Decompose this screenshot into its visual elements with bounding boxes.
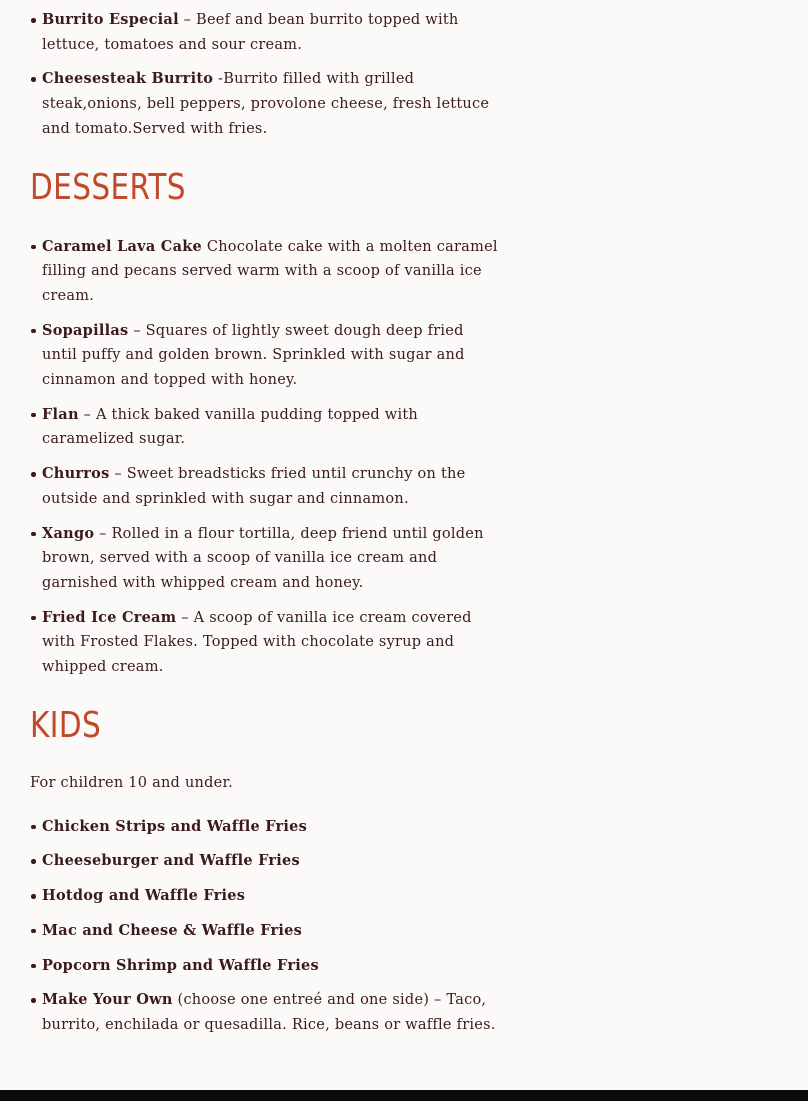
menu-item xyxy=(42,815,500,840)
menu-item-name: Make Your Own xyxy=(42,991,173,1009)
menu-item xyxy=(42,606,500,680)
menu-item-name: Mac and Cheese & Waffle Fries xyxy=(42,921,303,939)
menu-item-name: Xango xyxy=(42,524,95,542)
menu-item-name: Burrito Especial xyxy=(42,11,179,28)
kids-age-note: For children 10 and under. xyxy=(30,774,233,791)
kids-heading: KIDS xyxy=(30,704,102,746)
menu-item xyxy=(42,849,500,874)
menu-item-name: Caramel Lava Cake xyxy=(42,237,203,255)
menu-item xyxy=(42,235,500,309)
menu-item-description: – Squares of lightly sweet dough deep fried until puffy and golden brown. Sprinkled with sugar and cinnamon and topped with honey. xyxy=(42,322,465,389)
menu-item-description: (choose one entreé and one side) – Taco, burrito, enchilada or quesadilla. Rice, beans or waffle fries. xyxy=(42,992,496,1033)
desserts-list xyxy=(30,235,500,680)
menu-item-description: -Burrito filled with grilled steak,onions, bell peppers, provolone cheese, fresh lettuce and tomato.Served with fries. xyxy=(42,71,490,137)
menu-item xyxy=(42,988,500,1037)
menu-item-name: Churros xyxy=(42,465,110,483)
menu-item-description: – Beef and bean burrito topped with lettuce, tomatoes and sour cream. xyxy=(42,12,459,53)
menu-item xyxy=(42,522,500,596)
menu-item-name: Cheeseburger and Waffle Fries xyxy=(42,852,300,870)
menu-item-name: Fried Ice Cream xyxy=(42,608,177,626)
menu-item xyxy=(42,319,500,393)
menu-item xyxy=(42,8,500,57)
menu-item-name: Hotdog and Waffle Fries xyxy=(42,887,246,905)
menu-item-name: Cheesesteak Burrito xyxy=(42,70,214,88)
menu-item-name: Sopapillas xyxy=(42,321,129,339)
menu-item-description: – Sweet breadsticks fried until crunchy on the outside and sprinkled with sugar and cinnamon. xyxy=(42,466,466,507)
menu-content xyxy=(30,0,500,1048)
menu-item xyxy=(42,67,500,141)
menu-item-name: Chicken Strips and Waffle Fries xyxy=(42,817,308,835)
desserts-heading: DESSERTS xyxy=(30,166,186,208)
menu-item-name: Flan xyxy=(42,405,79,423)
footer-bar xyxy=(0,1090,808,1101)
menu-item xyxy=(42,403,500,452)
menu-item xyxy=(42,884,500,909)
menu-item-description: – A scoop of vanilla ice cream covered with Frosted Flakes. Topped with chocolate syrup and whipped cream. xyxy=(42,609,472,676)
menu-item xyxy=(42,462,500,511)
menu-item-name: Popcorn Shrimp and Waffle Fries xyxy=(42,956,319,974)
top-items-list xyxy=(30,0,500,142)
kids-list xyxy=(30,815,500,1038)
menu-item xyxy=(42,919,500,944)
menu-item-description: – A thick baked vanilla pudding topped with caramelized sugar. xyxy=(42,406,419,448)
menu-item-description: – Rolled in a flour tortilla, deep friend until golden brown, served with a scoop of vanilla ice cream and garnished with whipped cream and honey. xyxy=(42,525,484,591)
menu-item xyxy=(42,954,500,979)
menu-item-description: Chocolate cake with a molten caramel filling and pecans served warm with a scoop of vanilla ice cream. xyxy=(42,238,498,304)
